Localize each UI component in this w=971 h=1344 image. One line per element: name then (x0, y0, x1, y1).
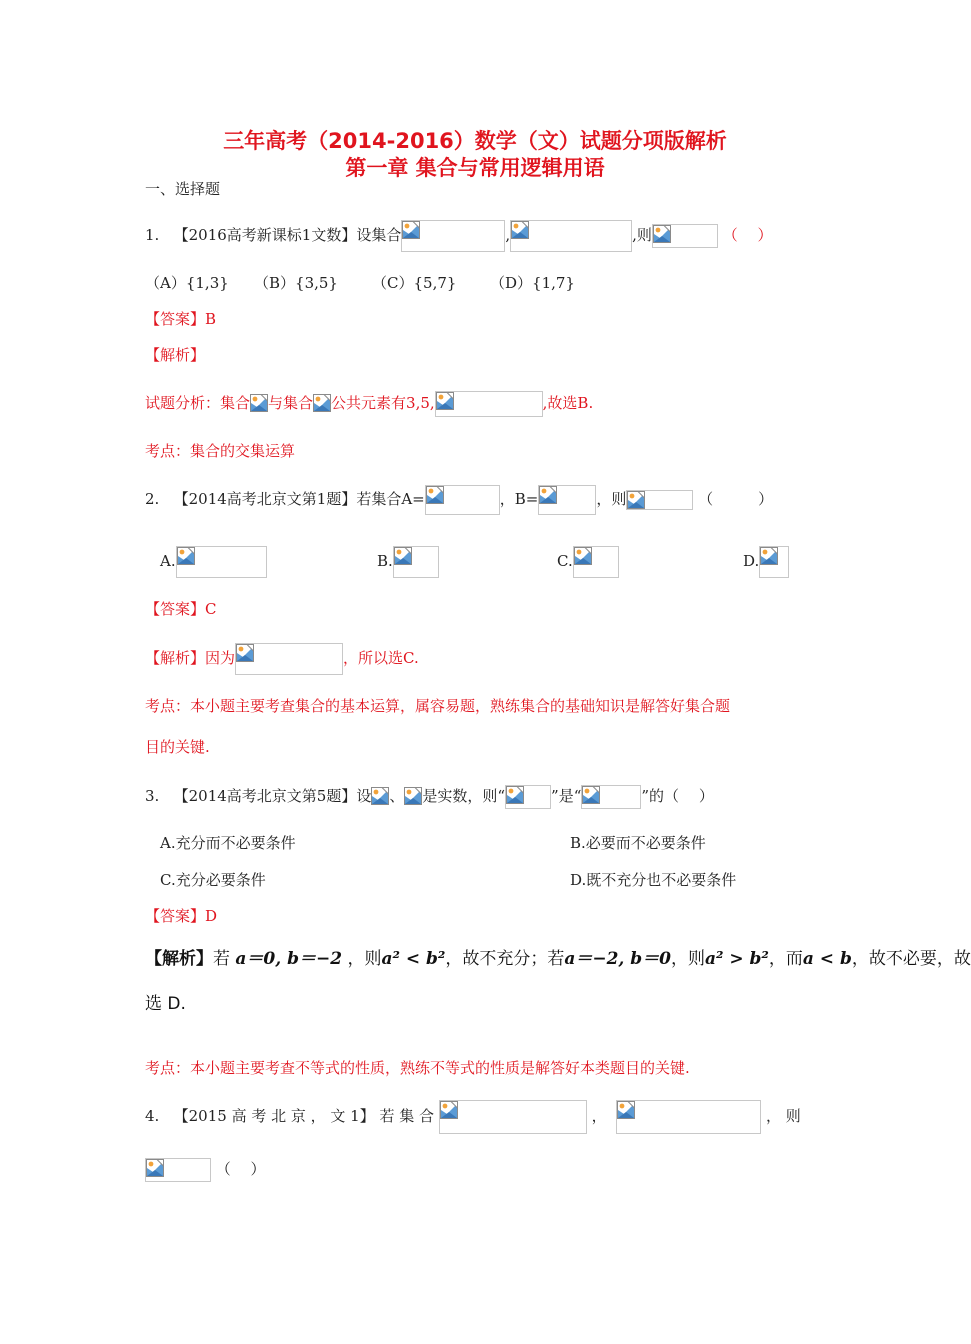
question-number: 3. (145, 787, 160, 805)
answer-label: 【答案】B (145, 310, 217, 328)
analysis-part: 公共元素有3,5, (331, 394, 435, 412)
option-a: A.充分而不必要条件 (160, 834, 296, 852)
section-heading: 一、选择题 (145, 180, 221, 198)
broken-image-icon (236, 644, 254, 662)
analysis-part: 试题分析：集合 (145, 394, 251, 412)
broken-image-icon (511, 221, 529, 239)
analysis-text (145, 643, 419, 671)
broken-image-icon (394, 547, 412, 565)
question-3-stem (145, 782, 714, 810)
question-number: 1. (145, 226, 160, 244)
analysis-part: ，而 (768, 949, 803, 969)
question-text: 设集合 (356, 226, 402, 244)
analysis-label: 【解析】 (145, 949, 213, 969)
chapter-title: 第一章 集合与常用逻辑用语 (345, 156, 605, 180)
option-d (743, 545, 789, 578)
math-expression: a＝0, b＝−2 (235, 949, 343, 969)
option-a (160, 545, 267, 578)
answer-label: 【答案】D (145, 907, 218, 925)
question-text: ”是“ (551, 787, 582, 805)
formula-image-missing (652, 224, 718, 248)
question-text: ”的（ ） (641, 787, 714, 805)
question-text: ,则 (632, 226, 652, 244)
option-d: （D）{1,7} (490, 274, 575, 292)
broken-image-icon (250, 394, 268, 412)
formula-image-missing (250, 394, 268, 414)
question-text: 若 集 合 (379, 1107, 435, 1125)
option-b (377, 545, 439, 578)
analysis-part: ，所以选C. (343, 649, 419, 667)
question-4-stem-cont (145, 1155, 266, 1183)
question-text: ， 则 (765, 1107, 801, 1125)
math-expression: a² < b² (381, 949, 446, 969)
broken-image-icon (760, 547, 778, 565)
formula-image-missing (401, 220, 505, 252)
analysis-label: 【解析】 (145, 346, 206, 364)
option-letter: D. (743, 552, 760, 570)
question-source: 【2014高考北京文第5题】 (173, 787, 357, 805)
analysis-part: 若 (213, 949, 230, 969)
analysis-part: ,故选B. (542, 394, 594, 412)
question-source: 【2016高考新课标1文数】 (173, 226, 357, 244)
broken-image-icon (177, 547, 195, 565)
option-b: （B）{3,5} (254, 274, 338, 292)
broken-image-icon (617, 1101, 635, 1119)
kaodian-text: 考点：集合的交集运算 (145, 442, 296, 460)
broken-image-icon (582, 786, 600, 804)
option-c (557, 545, 619, 578)
question-text: 若集合A= (356, 490, 425, 508)
analysis-part: 因为 (205, 649, 236, 667)
formula-image-missing (435, 391, 543, 417)
broken-image-icon (539, 486, 557, 504)
question-source: 【2014高考北京文第1题】 (173, 490, 357, 508)
math-expression: a＝−2, b＝0 (564, 949, 671, 969)
formula-image-missing (538, 485, 596, 515)
broken-image-icon (146, 1159, 164, 1177)
formula-image-missing (581, 785, 641, 809)
analysis-part: ，则 (347, 949, 382, 969)
analysis-part: ，故不必要，故 (851, 949, 971, 969)
option-a: （A）{1,3} (145, 274, 229, 292)
formula-image-missing (573, 546, 619, 578)
question-text: 设 (356, 787, 372, 805)
formula-image-missing (393, 546, 439, 578)
analysis-part: ，故不充分；若 (445, 949, 565, 969)
question-text: ，则 (596, 490, 627, 508)
page-title: 三年高考（2014-2016）数学（文）试题分项版解析 (223, 129, 727, 153)
broken-image-icon (402, 221, 420, 239)
broken-image-icon (313, 394, 331, 412)
answer-paren: （ ） (698, 490, 774, 508)
broken-image-icon (426, 486, 444, 504)
answer-paren: （ ） (722, 226, 773, 244)
kaodian-text: 考点：本小题主要考查不等式的性质，熟练不等式的性质是解答好本类题目的关键. (145, 1059, 690, 1077)
question-4-stem (145, 1100, 801, 1128)
formula-image-missing (510, 220, 632, 252)
math-expression: a < b (802, 949, 852, 969)
answer-paren: （ ） (215, 1160, 266, 1178)
question-number: 4. (145, 1107, 160, 1125)
question-1-stem (145, 220, 772, 248)
formula-image-missing (505, 785, 551, 809)
formula-image-missing (404, 787, 422, 807)
formula-image-missing (371, 787, 389, 807)
analysis-label: 【解析】 (145, 649, 206, 667)
formula-image-missing (439, 1100, 587, 1134)
broken-image-icon (404, 787, 422, 805)
formula-image-missing (425, 485, 500, 515)
option-d: D.既不充分也不必要条件 (570, 871, 737, 889)
broken-image-icon (653, 225, 671, 243)
analysis-math-line (145, 945, 971, 973)
analysis-part: 与集合 (268, 394, 314, 412)
option-letter: A. (160, 552, 176, 570)
broken-image-icon (371, 787, 389, 805)
option-b: B.必要而不必要条件 (570, 834, 706, 852)
question-2-stem (145, 485, 773, 513)
kaodian-text: 考点：本小题主要考查集合的基本运算，属容易题，熟练集合的基础知识是解答好集合题 (145, 697, 731, 715)
analysis-text (145, 389, 593, 417)
broken-image-icon (574, 547, 592, 565)
broken-image-icon (627, 491, 645, 509)
option-c: （C）{5,7} (372, 274, 457, 292)
formula-image-missing (626, 490, 693, 510)
formula-image-missing (313, 394, 331, 414)
broken-image-icon (440, 1101, 458, 1119)
question-number: 2. (145, 490, 160, 508)
question-text: ，B= (499, 490, 539, 508)
analysis-math-line-cont: 选 D. (145, 994, 186, 1014)
answer-label: 【答案】C (145, 600, 217, 618)
math-expression: a² > b² (704, 949, 769, 969)
kaodian-text-cont: 目的关键. (145, 738, 210, 756)
broken-image-icon (506, 786, 524, 804)
broken-image-icon (436, 392, 454, 410)
formula-image-missing (176, 546, 267, 578)
formula-image-missing (145, 1158, 211, 1182)
option-c: C.充分必要条件 (160, 871, 266, 889)
option-letter: C. (557, 552, 573, 570)
question-text: 、 (389, 787, 405, 805)
question-source: 【2015 高 考 北 京 ， 文 1】 (173, 1107, 375, 1125)
analysis-part: ，则 (670, 949, 705, 969)
question-text: , (505, 226, 511, 244)
formula-image-missing (759, 546, 789, 578)
question-text: 是实数，则“ (422, 787, 506, 805)
formula-image-missing (235, 643, 343, 675)
question-text: ， (591, 1107, 607, 1125)
option-letter: B. (377, 552, 393, 570)
formula-image-missing (616, 1100, 761, 1134)
